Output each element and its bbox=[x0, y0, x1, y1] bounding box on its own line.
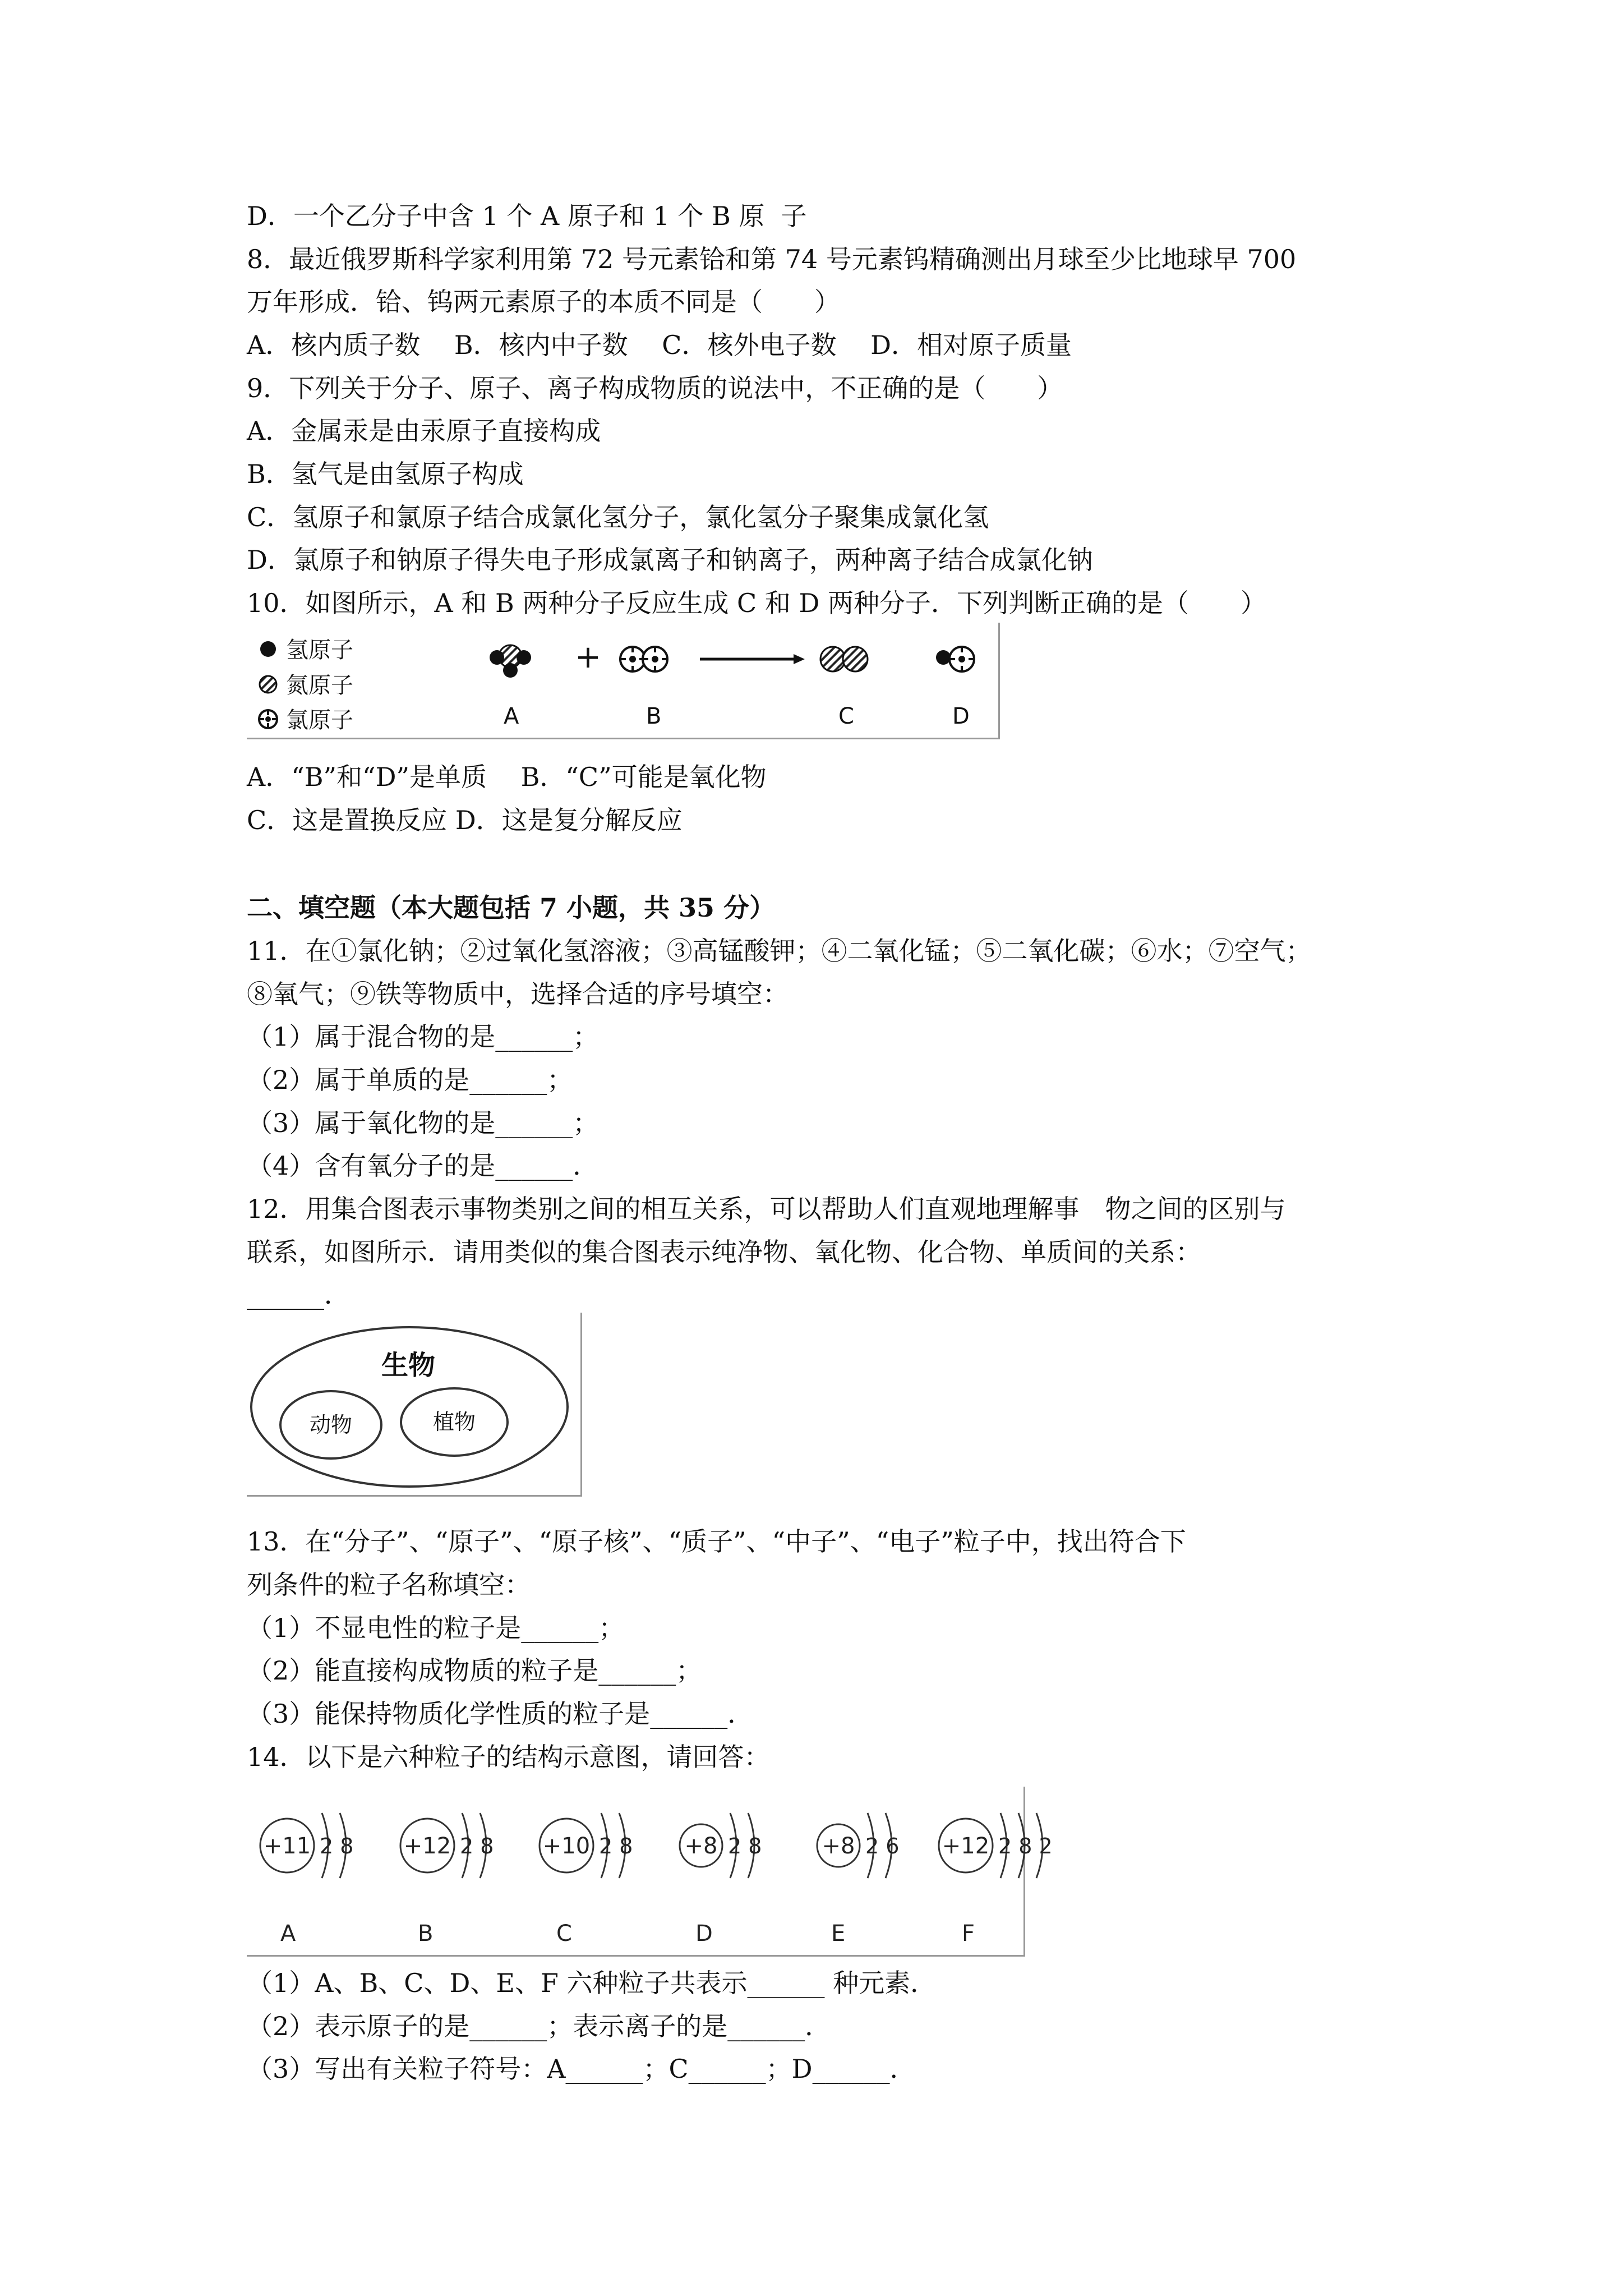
q9-option-a: A．金属汞是由汞原子直接构成 bbox=[247, 416, 601, 446]
legend-nitrogen-label: 氮原子 bbox=[286, 673, 353, 698]
label-b: B bbox=[646, 703, 662, 729]
atom-structure-figure bbox=[247, 1787, 1053, 1957]
shell-electrons: 2 8 bbox=[599, 1834, 633, 1858]
legend-nitrogen bbox=[260, 673, 353, 698]
q9-option-d: D．氯原子和钠原子得失电子形成氯离子和钠离子，两种离子结合成氯化钠 bbox=[247, 545, 1093, 575]
q10-options-cd: C．这是置换反应 D．这是复分解反应 bbox=[247, 805, 683, 835]
shell-electrons: 2 8 2 bbox=[998, 1834, 1053, 1858]
nucleus-charge: +8 bbox=[822, 1833, 855, 1859]
q10-stem: 10．如图所示，A 和 B 两种分子反应生成 C 和 D 两种分子．下列判断正确的是（ ） bbox=[247, 588, 1266, 618]
q14-part3: （3）写出有关粒子符号：A______；C______；D______． bbox=[247, 2054, 916, 2084]
nucleus-charge: +8 bbox=[684, 1833, 718, 1859]
atom-label: D bbox=[695, 1921, 713, 1947]
shell-electrons: 2 8 bbox=[460, 1834, 494, 1858]
label-c: C bbox=[838, 703, 854, 729]
q14-stem: 14．以下是六种粒子的结构示意图，请回答： bbox=[247, 1742, 770, 1772]
shell-electrons: 2 8 bbox=[728, 1834, 762, 1858]
atom-diagram-f bbox=[939, 1813, 1053, 1947]
shell-electrons: 2 6 bbox=[865, 1834, 900, 1858]
atom-diagram-c bbox=[540, 1813, 633, 1947]
q11-stem: 11．在①氯化钠；②过氧化氢溶液；③高锰酸钾；④二氧化锰；⑤二氧化碳；⑥水；⑦空气； bbox=[247, 936, 1312, 966]
atom-label: F bbox=[962, 1921, 975, 1947]
q11-part4: （4）含有氧分子的是______． bbox=[247, 1151, 599, 1181]
label-d: D bbox=[952, 703, 970, 729]
q13-stem: 13．在“分子”、“原子”、“原子核”、“质子”、“中子”、“电子”粒子中，找出符合下 bbox=[247, 1526, 1186, 1557]
atom-diagram-a bbox=[260, 1813, 353, 1947]
q11-part2: （2）属于单质的是______； bbox=[247, 1065, 573, 1095]
q8-stem-cont: 万年形成．铪、钨两元素原子的本质不同是（ ） bbox=[247, 287, 840, 317]
q11-part1: （1）属于混合物的是______； bbox=[247, 1022, 599, 1052]
reaction-figure bbox=[247, 623, 1000, 739]
atom-diagram-d bbox=[680, 1813, 762, 1947]
molecule-a bbox=[490, 645, 531, 678]
atom-label: B bbox=[418, 1921, 434, 1947]
q9-option-b: B．氢气是由氢原子构成 bbox=[247, 459, 524, 489]
q13-stem-cont: 列条件的粒子名称填空： bbox=[247, 1570, 531, 1600]
atom-label: A bbox=[280, 1921, 296, 1947]
q9-stem: 9．下列关于分子、原子、离子构成物质的说法中，不正确的是（ ） bbox=[247, 373, 1063, 403]
outer-label: 生物 bbox=[381, 1350, 436, 1381]
legend-chlorine bbox=[259, 707, 353, 733]
q14-part2: （2）表示原子的是______；表示离子的是______． bbox=[247, 2011, 831, 2041]
q12-stem: 12．用集合图表示事物类别之间的相互关系，可以帮助人们直观地理解事 物之间的区别与 bbox=[247, 1194, 1286, 1224]
q8-options: A．核内质子数 B．核内中子数 C．核外电子数 D．相对原子质量 bbox=[247, 330, 1072, 360]
q10-options-ab: A．“B”和“D”是单质 B．“C”可能是氧化物 bbox=[247, 762, 767, 792]
legend-hydrogen-label: 氢原子 bbox=[286, 637, 353, 663]
label-a: A bbox=[504, 703, 519, 729]
nucleus-charge: +12 bbox=[942, 1833, 990, 1859]
q11-stem-cont: ⑧氧气；⑨铁等物质中，选择合适的序号填空： bbox=[247, 979, 789, 1009]
legend-chlorine-label: 氯原子 bbox=[286, 707, 353, 733]
atom-diagram-e bbox=[817, 1813, 899, 1947]
shell-electrons: 2 8 bbox=[320, 1834, 354, 1858]
q13-part1: （1）不显电性的粒子是______； bbox=[247, 1613, 625, 1643]
q13-part3: （3）能保持物质化学性质的粒子是______． bbox=[247, 1699, 754, 1729]
q11-part3: （3）属于氧化物的是______； bbox=[247, 1108, 599, 1138]
molecule-d bbox=[936, 647, 974, 671]
reaction-arrow bbox=[700, 654, 805, 664]
q14-part1: （1）A、B、C、D、E、F 六种粒子共表示______ 种元素． bbox=[247, 1968, 937, 1998]
plus-sign: + bbox=[575, 639, 601, 675]
nucleus-charge: +11 bbox=[263, 1833, 311, 1859]
q7-option-d: D．一个乙分子中含 1 个 A 原子和 1 个 B 原 子 bbox=[247, 201, 807, 231]
atom-label: C bbox=[556, 1921, 572, 1947]
molecule-b bbox=[620, 647, 667, 671]
q9-option-c: C．氢原子和氯原子结合成氯化氢分子，氯化氢分子聚集成氯化氢 bbox=[247, 502, 989, 532]
q12-blank: ______． bbox=[247, 1280, 350, 1310]
atom-label: E bbox=[831, 1921, 846, 1947]
molecule-c bbox=[820, 647, 868, 671]
q13-part2: （2）能直接构成物质的粒子是______； bbox=[247, 1655, 702, 1686]
left-label: 动物 bbox=[310, 1412, 353, 1437]
nucleus-charge: +10 bbox=[542, 1833, 591, 1859]
legend-hydrogen bbox=[260, 637, 353, 663]
atom-diagram-b bbox=[400, 1813, 494, 1947]
nucleus-charge: +12 bbox=[403, 1833, 451, 1859]
set-diagram bbox=[247, 1313, 582, 1497]
right-label: 植物 bbox=[433, 1410, 476, 1434]
q12-stem-cont: 联系，如图所示．请用类似的集合图表示纯净物、氧化物、化合物、单质间的关系： bbox=[247, 1237, 1201, 1267]
section-heading: 二、填空题（本大题包括 7 小题，共 35 分） bbox=[247, 892, 776, 923]
q8-stem: 8．最近俄罗斯科学家利用第 72 号元素铪和第 74 号元素钨精确测出月球至少比地球早 700 bbox=[247, 244, 1297, 274]
